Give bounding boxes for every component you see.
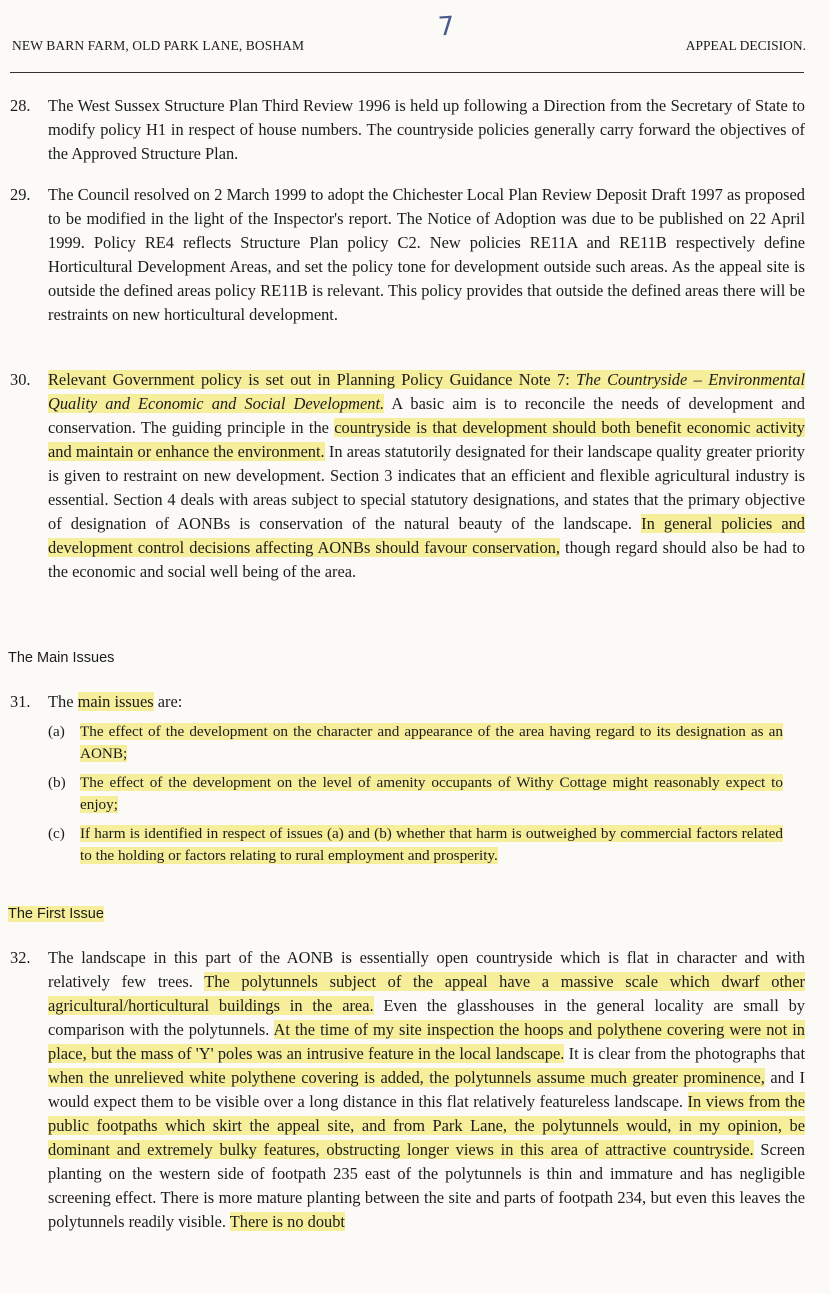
highlight: There is no doubt [229, 1212, 345, 1231]
paragraph-text: The West Sussex Structure Plan Third Review 1996 is held up following a Direction from the Secretary of State to modify policy H1 in respect of house numbers. The countryside policies generally carry forward the objectives of the Approved Structure Plan. [48, 96, 805, 163]
paragraph-32 [10, 946, 805, 1234]
section-heading-first-issue: The First Issue [8, 906, 104, 922]
paragraph-number: 29. [10, 185, 31, 204]
header-label: APPEAL DECISION. [685, 38, 806, 53]
issue-item-b [48, 772, 783, 816]
header-rule [10, 72, 804, 73]
highlight: The effect of the development on the level of amenity occupants of Withy Cottage might reasonably expect to enjoy; [80, 774, 783, 813]
paragraph-text: Relevant Government policy is set out in Planning Policy Guidance Note 7: The Countryside – Environmental Quality and Economic and Social Development. A basic aim is to reconcile the needs of development and conservation. The guiding principle in the countryside is that development should both benefit economic activity and maintain or enhance the environment. In areas statutorily designated for their landscape quality greater priority is given to restraint on new development. Section 3 indicates that an efficient and flexible agricultural industry is essential. Section 4 deals with areas subject to special statutory designations, and states that the primary objective of designation of AONBs is conservation of the natural beauty of the landscape. In general policies and development control decisions affecting AONBs should favour conservation, though regard should also be had to the economic and social well being of the area. [48, 370, 806, 581]
paragraph-31 [10, 690, 805, 714]
highlight: countryside is that development should both benefit economic activity and maintain or enhance the environment. [48, 418, 805, 461]
highlight: In general policies and development control decisions affecting AONBs should favour conservation, [48, 514, 805, 557]
header-title: NEW BARN FARM, OLD PARK LANE, BOSHAM [12, 38, 305, 53]
paragraph-29 [10, 183, 805, 327]
paragraph-28 [10, 94, 805, 166]
paragraph-text: The Council resolved on 2 March 1999 to adopt the Chichester Local Plan Review Deposit Draft 1997 as proposed to be modified in the light of the Inspector's report. The Notice of Adoption was due to be published on 22 April 1999. Policy RE4 reflects Structure Plan policy C2. New policies RE11A and RE11B respectively define Horticultural Development Areas, and set the policy tone for development outside such areas. As the appeal site is outside the defined areas policy RE11B is relevant. This policy provides that outside the defined areas there will be restraints on new horticultural development. [48, 185, 805, 324]
issue-label: (c) [48, 825, 65, 842]
issue-label: (b) [48, 774, 66, 791]
handwritten-page-number: 7 [436, 11, 456, 43]
paragraph-number: 30. [10, 370, 31, 389]
issue-label: (a) [48, 723, 65, 740]
paragraph-number: 32. [10, 948, 31, 967]
paragraph-number: 28. [10, 96, 31, 115]
paragraph-30 [10, 368, 805, 584]
highlight: If harm is identified in respect of issues (a) and (b) whether that harm is outweighed by commercial factors related to the holding or factors relating to rural employment and prosperity. [80, 825, 783, 864]
highlight: At the time of my site inspection the hoops and polythene covering were not in place, but the mass of 'Y' poles was an intrusive feature in the local landscape. [48, 1020, 805, 1063]
paragraph-number: 31. [10, 692, 31, 711]
highlight: The effect of the development on the character and appearance of the area having regard to its designation as an AONB; [80, 723, 783, 762]
highlight: In views from the public footpaths which skirt the appeal site, and from Park Lane, the polytunnels would, in my opinion, be dominant and extremely bulky features, obstructing longer views in this area of attractive countryside. [48, 1092, 805, 1159]
document-title-italic: The Countryside – Environmental Quality and Economic and Social Development. [48, 370, 805, 413]
highlight: The polytunnels subject of the appeal have a massive scale which dwarf other agricultural/horticultural buildings in the area. [48, 972, 805, 1015]
paragraph-text: The main issues are: [48, 692, 183, 711]
section-heading-main-issues: The Main Issues [8, 650, 115, 666]
paragraph-text: The landscape in this part of the AONB is essentially open countryside which is flat in character and with relatively few trees. The polytunnels subject of the appeal have a massive scale which dwarf other agricultural/horticultural buildings in the area. Even the glasshouses in the general locality are small by comparison with the polytunnels. At the time of my site inspection the hoops and polythene covering were not in place, but the mass of 'Y' poles was an intrusive feature in the local landscape. It is clear from the photographs that when the unrelieved white polythene covering is added, the polytunnels assume much greater prominence, and I would expect them to be visible over a long distance in this flat relatively featureless landscape. In views from the public footpaths which skirt the appeal site, and from Park Lane, the polytunnels would, in my opinion, be dominant and extremely bulky features, obstructing longer views in this area of attractive countryside. Screen planting on the western side of footpath 235 east of the polytunnels is thin and immature and has negligible screening effect. There is more mature planting between the site and parts of footpath 234, but even this leaves the polytunnels readily visible. There is no doubt [48, 948, 806, 1231]
issue-item-c [48, 823, 783, 867]
highlight: Relevant Government policy is set out in Planning Policy Guidance Note 7: The Countryside – Environmental Quality and Economic and Social Development. [48, 370, 805, 413]
highlight: main issues [77, 692, 154, 711]
issue-item-a [48, 721, 783, 765]
highlight: when the unrelieved white polythene covering is added, the polytunnels assume much greater prominence, [48, 1068, 765, 1087]
